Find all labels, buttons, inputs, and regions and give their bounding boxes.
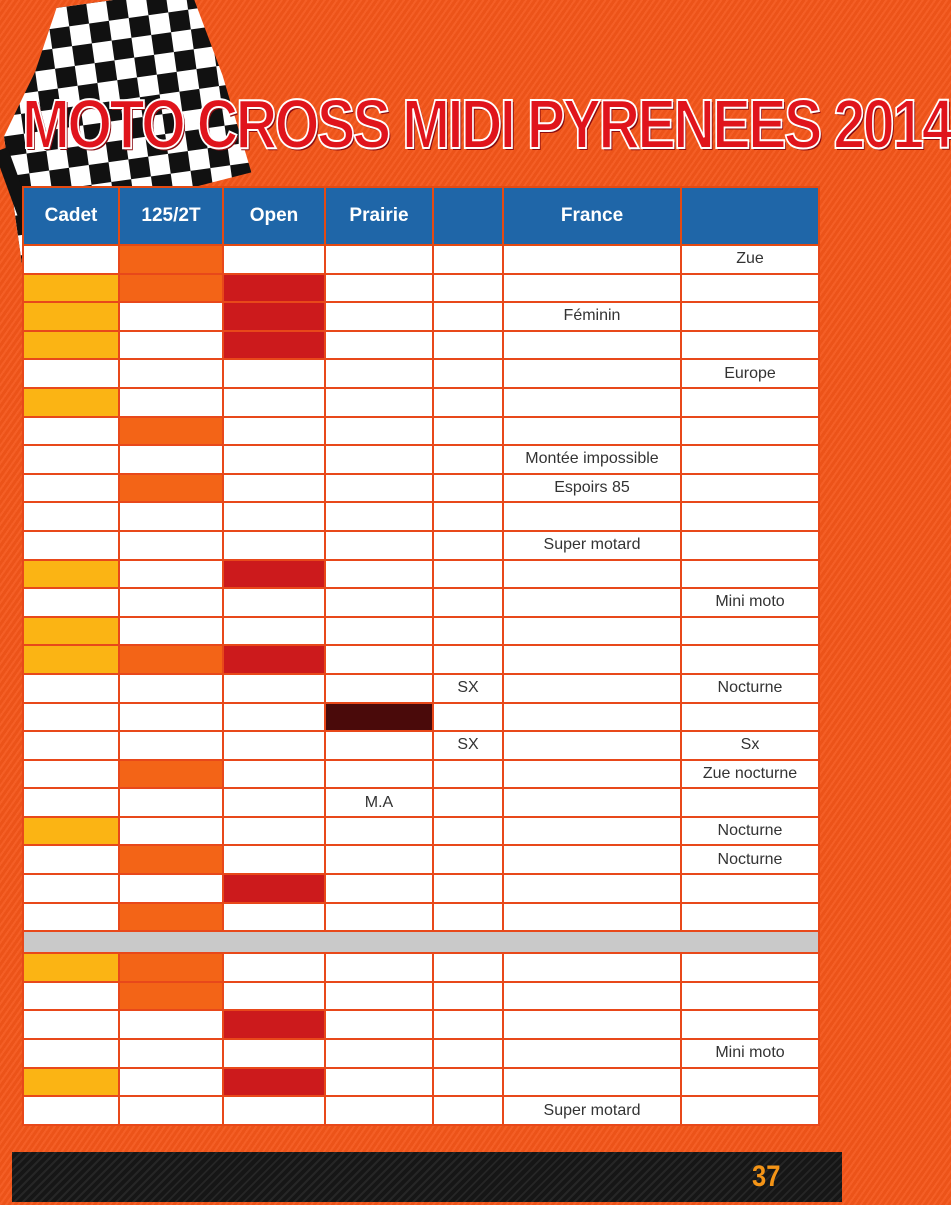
table-row — [23, 817, 819, 846]
table-cell — [433, 445, 503, 474]
table-cell — [23, 953, 119, 982]
table-cell — [503, 903, 681, 932]
table-cell — [23, 531, 119, 560]
table-row — [23, 645, 819, 674]
table-cell — [23, 502, 119, 531]
table-cell — [325, 331, 433, 360]
table-row — [23, 760, 819, 789]
table-cell — [433, 1068, 503, 1097]
table-cell — [119, 474, 223, 503]
table-cell — [325, 1010, 433, 1039]
table-cell — [23, 274, 119, 303]
table-cell: Mini moto — [681, 1039, 819, 1068]
table-cell — [681, 982, 819, 1011]
table-cell — [433, 245, 503, 274]
table-row — [23, 359, 819, 388]
table-cell — [23, 1096, 119, 1125]
table-cell — [325, 1096, 433, 1125]
table-cell — [223, 874, 325, 903]
table-cell — [681, 560, 819, 589]
table-cell — [223, 560, 325, 589]
table-cell — [119, 731, 223, 760]
table-row — [23, 388, 819, 417]
table-cell — [223, 674, 325, 703]
table-cell — [23, 1039, 119, 1068]
table-cell — [119, 1010, 223, 1039]
table-cell — [325, 760, 433, 789]
table-cell: Super motard — [503, 531, 681, 560]
table-cell — [119, 274, 223, 303]
table-cell: Nocturne — [681, 674, 819, 703]
table-cell — [23, 788, 119, 817]
table-cell — [325, 417, 433, 446]
table-cell — [433, 1039, 503, 1068]
table-cell — [223, 703, 325, 732]
table-cell — [223, 502, 325, 531]
table-cell — [433, 502, 503, 531]
table-row — [23, 903, 819, 932]
table-cell — [223, 1068, 325, 1097]
header-cadet: Cadet — [23, 187, 119, 245]
table-cell — [119, 359, 223, 388]
table-cell — [223, 274, 325, 303]
table-cell — [119, 645, 223, 674]
table-cell — [23, 1068, 119, 1097]
table-cell — [325, 274, 433, 303]
table-cell — [681, 1068, 819, 1097]
table-row — [23, 1010, 819, 1039]
table-cell — [119, 560, 223, 589]
table-cell — [503, 874, 681, 903]
table-cell — [223, 903, 325, 932]
table-cell — [223, 388, 325, 417]
table-cell — [433, 817, 503, 846]
table-cell — [119, 417, 223, 446]
table-cell — [23, 817, 119, 846]
table-cell — [433, 331, 503, 360]
table-cell — [223, 302, 325, 331]
header-blank-2 — [681, 187, 819, 245]
table-cell — [23, 588, 119, 617]
table-row — [23, 417, 819, 446]
table-cell — [681, 445, 819, 474]
table-cell — [119, 388, 223, 417]
table-cell — [325, 982, 433, 1011]
table-row — [23, 302, 819, 331]
table-cell — [223, 845, 325, 874]
table-cell — [119, 531, 223, 560]
table-cell — [433, 617, 503, 646]
table-cell — [325, 874, 433, 903]
table-cell — [433, 359, 503, 388]
table-cell — [23, 417, 119, 446]
table-cell — [119, 1096, 223, 1125]
table-cell — [23, 302, 119, 331]
table-cell — [23, 903, 119, 932]
table-cell — [503, 359, 681, 388]
table-row — [23, 445, 819, 474]
table-cell — [119, 245, 223, 274]
table-cell — [503, 417, 681, 446]
table-row — [23, 531, 819, 560]
table-cell — [681, 331, 819, 360]
table-cell — [223, 760, 325, 789]
table-cell — [681, 474, 819, 503]
table-cell — [223, 817, 325, 846]
table-cell — [325, 1039, 433, 1068]
table-cell: Mini moto — [681, 588, 819, 617]
table-cell — [23, 703, 119, 732]
table-cell — [503, 674, 681, 703]
table-cell — [23, 474, 119, 503]
table-cell — [23, 560, 119, 589]
table-cell — [223, 445, 325, 474]
table-cell — [223, 531, 325, 560]
table-row — [23, 674, 819, 703]
table-cell — [433, 560, 503, 589]
table-cell — [119, 1039, 223, 1068]
table-row — [23, 474, 819, 503]
table-cell — [119, 1068, 223, 1097]
table-cell — [503, 245, 681, 274]
table-cell — [681, 645, 819, 674]
table-cell — [503, 1039, 681, 1068]
table-cell — [503, 817, 681, 846]
table-cell — [119, 760, 223, 789]
table-cell — [325, 731, 433, 760]
table-cell — [433, 388, 503, 417]
table-cell — [119, 302, 223, 331]
table-cell — [433, 474, 503, 503]
table-cell — [681, 903, 819, 932]
table-cell — [223, 359, 325, 388]
table-row — [23, 274, 819, 303]
table-cell — [325, 903, 433, 932]
table-cell — [503, 645, 681, 674]
table-row — [23, 1096, 819, 1125]
table-cell: Espoirs 85 — [503, 474, 681, 503]
table-cell: SX — [433, 731, 503, 760]
table-cell — [503, 1010, 681, 1039]
table-cell — [325, 588, 433, 617]
table-cell — [23, 645, 119, 674]
table-cell — [223, 1096, 325, 1125]
table-cell — [23, 388, 119, 417]
calendar-table — [22, 186, 820, 1126]
table-row — [23, 703, 819, 732]
table-cell — [433, 302, 503, 331]
separator-cell — [23, 931, 819, 953]
table-cell — [223, 982, 325, 1011]
table-cell — [503, 388, 681, 417]
table-cell — [325, 1068, 433, 1097]
page-title: MOTO CROSS MIDI PYRENEES 2014 — [22, 85, 951, 163]
table-cell — [23, 617, 119, 646]
table-cell — [325, 817, 433, 846]
table-cell — [503, 788, 681, 817]
table-cell — [325, 845, 433, 874]
table-row — [23, 874, 819, 903]
table-cell — [503, 331, 681, 360]
table-row — [23, 731, 819, 760]
table-cell — [223, 588, 325, 617]
table-row — [23, 982, 819, 1011]
table-cell — [433, 953, 503, 982]
table-cell — [23, 760, 119, 789]
table-cell — [119, 845, 223, 874]
table-cell — [433, 274, 503, 303]
table-cell — [325, 531, 433, 560]
table-cell — [325, 359, 433, 388]
table-cell — [503, 1068, 681, 1097]
table-cell — [433, 1096, 503, 1125]
table-cell — [681, 274, 819, 303]
table-cell — [433, 874, 503, 903]
table-cell — [503, 588, 681, 617]
table-row — [23, 331, 819, 360]
table-cell — [223, 474, 325, 503]
table-cell — [681, 417, 819, 446]
table-cell — [325, 502, 433, 531]
table-cell — [23, 874, 119, 903]
table-row — [23, 560, 819, 589]
table-row — [23, 845, 819, 874]
table-cell — [681, 302, 819, 331]
table-cell — [223, 645, 325, 674]
table-cell — [325, 560, 433, 589]
table-cell: Europe — [681, 359, 819, 388]
table-cell — [681, 1096, 819, 1125]
table-cell — [681, 388, 819, 417]
table-cell: Sx — [681, 731, 819, 760]
table-cell — [503, 703, 681, 732]
table-cell: Montée impossible — [503, 445, 681, 474]
header-prairie: Prairie — [325, 187, 433, 245]
table-cell — [119, 788, 223, 817]
table-cell — [325, 953, 433, 982]
table-cell — [681, 874, 819, 903]
table-cell — [23, 331, 119, 360]
table-row — [23, 588, 819, 617]
table-cell — [325, 302, 433, 331]
table-cell — [119, 445, 223, 474]
table-cell: Féminin — [503, 302, 681, 331]
table-cell — [503, 560, 681, 589]
table-cell — [433, 703, 503, 732]
table-cell — [23, 674, 119, 703]
table-cell — [223, 1010, 325, 1039]
table-cell — [503, 760, 681, 789]
table-cell — [681, 1010, 819, 1039]
table-cell — [433, 903, 503, 932]
table-cell — [433, 982, 503, 1011]
table-cell — [325, 645, 433, 674]
header-france: France — [503, 187, 681, 245]
table-cell — [223, 731, 325, 760]
table-cell — [681, 502, 819, 531]
table-cell: Zue nocturne — [681, 760, 819, 789]
table-row — [23, 617, 819, 646]
table-cell — [119, 953, 223, 982]
table-cell — [681, 531, 819, 560]
table-cell — [325, 617, 433, 646]
table-cell — [325, 674, 433, 703]
table-cell — [433, 845, 503, 874]
table-cell: M.A — [325, 788, 433, 817]
calendar-body — [23, 245, 819, 1125]
table-cell — [223, 417, 325, 446]
table-cell — [433, 417, 503, 446]
table-row — [23, 788, 819, 817]
table-cell — [503, 845, 681, 874]
table-cell — [223, 245, 325, 274]
table-cell — [503, 982, 681, 1011]
table-row — [23, 1068, 819, 1097]
table-cell — [433, 760, 503, 789]
table-cell — [433, 588, 503, 617]
table-cell — [681, 788, 819, 817]
page-number: 37 — [751, 1160, 780, 1193]
table-cell — [119, 331, 223, 360]
table-cell — [503, 502, 681, 531]
table-cell — [23, 982, 119, 1011]
table-cell — [23, 731, 119, 760]
table-cell — [119, 982, 223, 1011]
header-125-2t: 125/2T — [119, 187, 223, 245]
table-cell — [23, 245, 119, 274]
table-cell — [433, 1010, 503, 1039]
table-cell — [433, 645, 503, 674]
table-cell — [681, 953, 819, 982]
table-row — [23, 245, 819, 274]
table-row — [23, 502, 819, 531]
table-cell — [223, 331, 325, 360]
table-cell — [503, 274, 681, 303]
table-row — [23, 953, 819, 982]
table-cell — [223, 617, 325, 646]
table-cell — [119, 588, 223, 617]
separator-row — [23, 931, 819, 953]
table-cell — [223, 788, 325, 817]
table-cell: Nocturne — [681, 845, 819, 874]
table-cell: Super motard — [503, 1096, 681, 1125]
table-cell — [503, 731, 681, 760]
table-cell — [23, 359, 119, 388]
table-cell — [325, 474, 433, 503]
table-cell — [325, 388, 433, 417]
header-blank-1 — [433, 187, 503, 245]
table-cell — [119, 817, 223, 846]
table-cell — [223, 1039, 325, 1068]
table-cell: Zue — [681, 245, 819, 274]
page-footer — [12, 1152, 842, 1202]
table-cell: Nocturne — [681, 817, 819, 846]
table-cell — [503, 617, 681, 646]
table-cell — [325, 245, 433, 274]
table-cell — [681, 703, 819, 732]
table-cell — [23, 845, 119, 874]
table-cell — [119, 617, 223, 646]
table-header-row — [23, 187, 819, 245]
table-cell — [223, 953, 325, 982]
table-cell — [325, 445, 433, 474]
table-row — [23, 1039, 819, 1068]
table-cell — [433, 531, 503, 560]
table-cell: SX — [433, 674, 503, 703]
table-cell — [119, 874, 223, 903]
table-cell — [119, 674, 223, 703]
table-cell — [325, 703, 433, 732]
table-cell — [681, 617, 819, 646]
table-cell — [433, 788, 503, 817]
header-open: Open — [223, 187, 325, 245]
table-cell — [23, 445, 119, 474]
table-cell — [503, 953, 681, 982]
table-cell — [119, 502, 223, 531]
table-cell — [23, 1010, 119, 1039]
table-cell — [119, 703, 223, 732]
table-cell — [119, 903, 223, 932]
